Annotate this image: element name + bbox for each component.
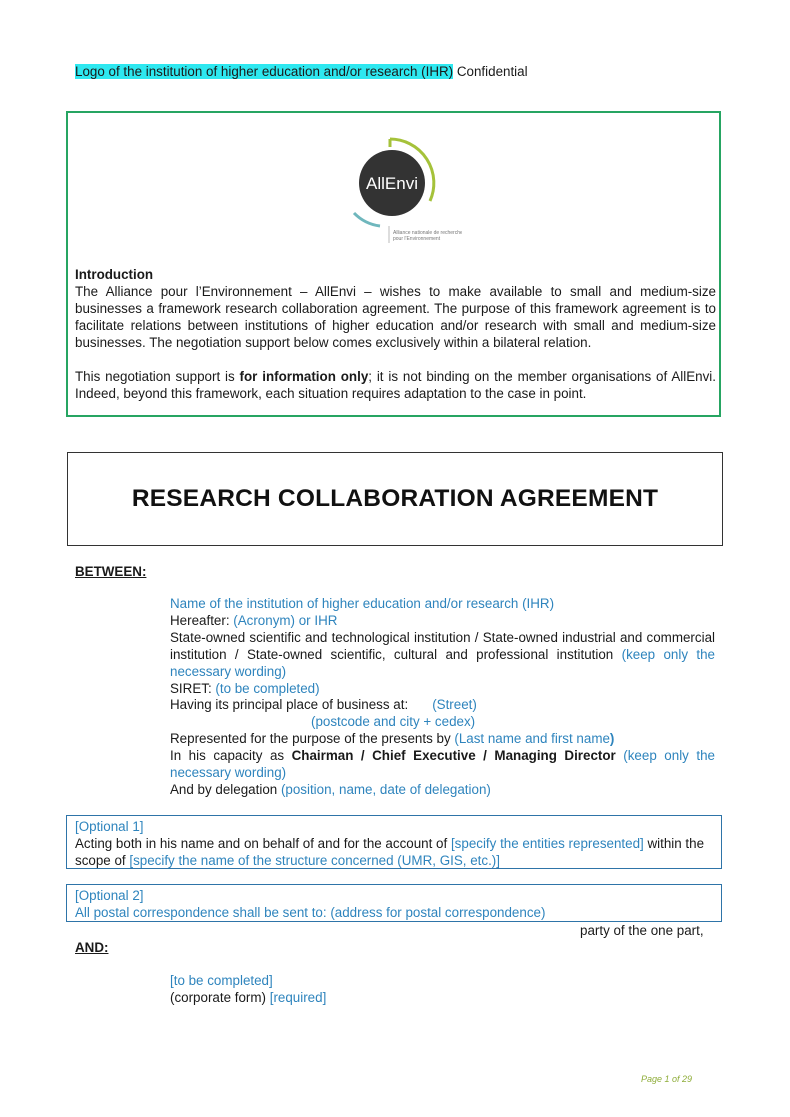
page-number: Page 1 of 29 <box>641 1074 693 1084</box>
introduction-paragraph-2 <box>75 368 716 402</box>
optional-1-text-mid: within the scope of <box>75 836 705 868</box>
introduction-text <box>75 266 716 402</box>
introduction-paragraph-1: The Alliance pour l’Environnement – AllEnvi – wishes to make available to small and medium-size businesses a framework research collaboration agreement. The purpose of this framework agreement is to facilitate relations between institutions of higher education and/or research with small and medium-size businesses. The negotiation support below comes exclusively within a bilateral relation. <box>75 284 716 350</box>
optional-1-label: [Optional 1] <box>75 819 144 834</box>
hereafter-value: (Acronym) or IHR <box>233 612 338 628</box>
and-label: AND: <box>75 940 109 955</box>
logo-placeholder-text: Logo of the institution of higher education and/or research (IHR) <box>75 64 454 79</box>
delegation-value: (position, name, date of delegation) <box>280 781 491 797</box>
siret-value: (to be completed) <box>215 680 320 696</box>
document-title-box <box>67 452 723 546</box>
optional-1-text-start: Acting both in his name and on behalf of and for the account of <box>75 836 451 851</box>
delegation-line <box>170 782 715 799</box>
svg-text:pour l'Environnement: pour l'Environnement <box>393 236 441 242</box>
party-one-details <box>170 596 715 799</box>
optional-2-label: [Optional 2] <box>75 888 144 903</box>
introduction-box <box>66 111 721 417</box>
siret-line <box>170 681 715 698</box>
optional-1-box <box>66 815 722 869</box>
status-note: (keep only the necessary wording) <box>170 646 715 679</box>
party-two-details <box>170 973 326 1007</box>
address-street: (Street) <box>432 697 477 713</box>
address-label: Having its principal place of business at: <box>170 697 409 713</box>
capacity-label: In his capacity as <box>170 748 292 764</box>
represented-line <box>170 731 715 748</box>
capacity-value: Chairman / Chief Executive / Managing Director <box>291 748 616 764</box>
required-placeholder: [required] <box>269 989 327 1005</box>
party-one-part-label: party of the one part, <box>580 923 704 938</box>
siret-label: SIRET: <box>170 680 216 696</box>
hereafter-line <box>170 613 715 630</box>
corporate-form-line <box>170 990 326 1007</box>
optional-2-box <box>66 884 722 922</box>
allenvi-logo-icon <box>332 131 462 251</box>
information-only-emphasis: for information only <box>239 369 369 384</box>
optional-1-text <box>75 835 713 869</box>
svg-text:AllEnvi: AllEnvi <box>366 174 418 193</box>
allenvi-logo <box>332 131 462 251</box>
svg-text:Alliance nationale de recherch: Alliance nationale de recherche <box>393 230 462 236</box>
paragraph-2-start: This negotiation support is <box>75 369 240 384</box>
confidential-label: Confidential <box>453 64 528 79</box>
address-city: (postcode and city + cedex) <box>311 714 476 730</box>
document-title: RESEARCH COLLABORATION AGREEMENT <box>131 485 659 512</box>
introduction-heading: Introduction <box>75 267 154 282</box>
party-two-name: [to be completed] <box>170 973 273 988</box>
entities-placeholder: [specify the entities represented] <box>450 836 644 851</box>
represented-close: ) <box>609 731 615 747</box>
header-line <box>75 64 528 79</box>
hereafter-label: Hereafter: <box>170 612 234 628</box>
between-label: BETWEEN: <box>75 564 147 579</box>
address-line <box>170 697 715 714</box>
corporate-form-label: (corporate form) <box>170 989 270 1005</box>
paragraph-2-end: ; it is not binding on the member organisations of AllEnvi. Indeed, beyond this framework, each situation requires adaptation to the case in point. <box>75 369 716 401</box>
delegation-label: And by delegation <box>170 781 281 797</box>
structure-placeholder: [specify the name of the structure concerned (UMR, GIS, etc.)] <box>129 853 500 868</box>
represented-label: Represented for the purpose of the presents by <box>170 731 455 747</box>
capacity-line <box>170 748 715 782</box>
capacity-note: (keep only the necessary wording) <box>170 748 715 781</box>
status-line <box>170 630 715 681</box>
status-text: State-owned scientific and technological institution / State-owned industrial and commercial institution / State-owned scientific, cultural and professional institution <box>170 629 715 662</box>
optional-2-text: All postal correspondence shall be sent to: (address for postal correspondence) <box>75 905 546 920</box>
institution-name: Name of the institution of higher education and/or research (IHR) <box>170 596 555 611</box>
represented-value: (Last name and first name <box>454 731 610 747</box>
